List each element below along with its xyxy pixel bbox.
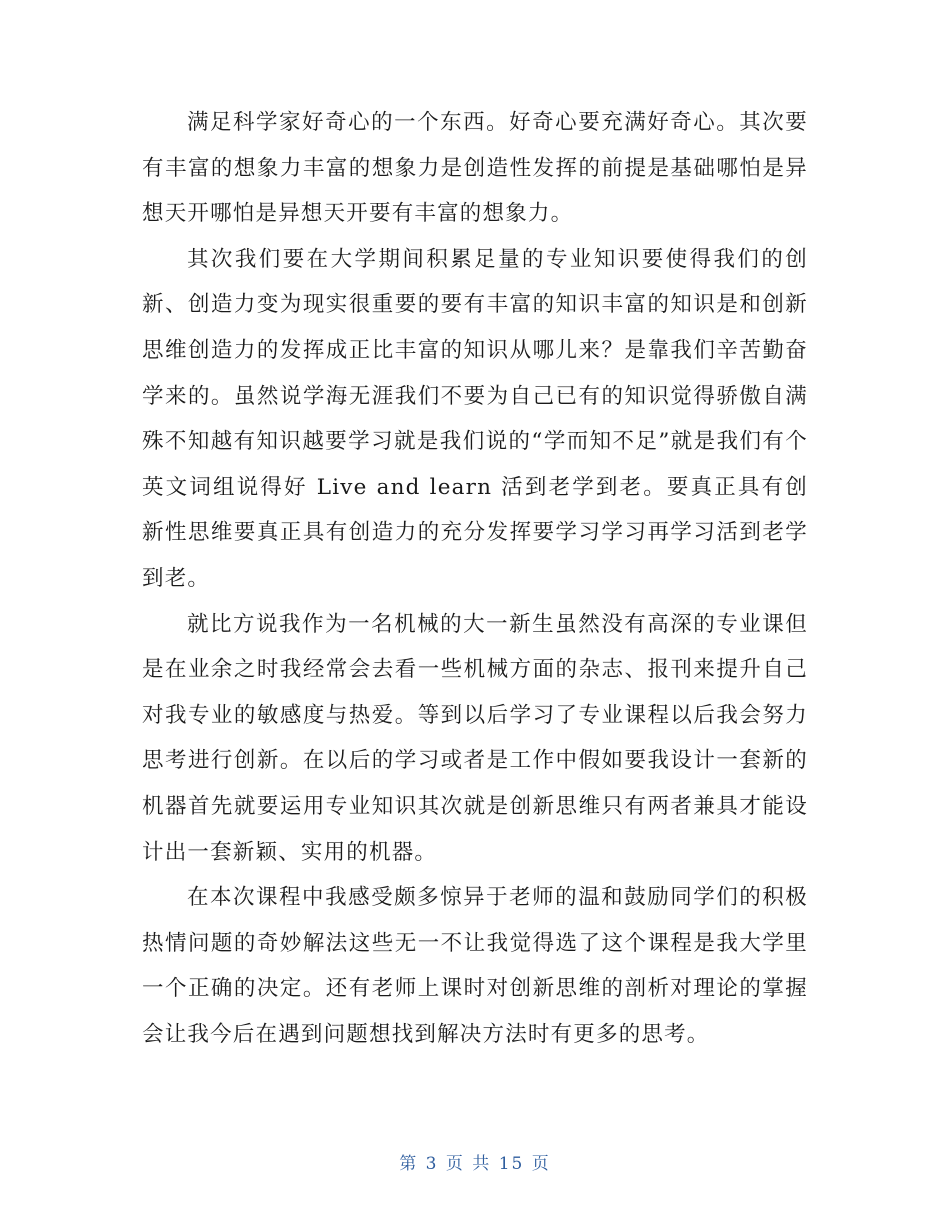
page-number-footer: 第 3 页 共 15 页 <box>399 1154 551 1174</box>
paragraph-4: 在本次课程中我感受颇多惊异于老师的温和鼓励同学们的积极热情问题的奇妙解法这些无一不让我觉得选了这个课程是我大学里一个正确的决定。还有老师上课时对创新思维的剖析对理论的掌握会让我今后在遇到问题想找到解决方法时有更多的思考。 <box>142 885 808 1047</box>
paragraph-3: 就比方说我作为一名机械的大一新生虽然没有高深的专业课但是在业余之时我经常会去看一些机械方面的杂志、报刊来提升自己对我专业的敏感度与热爱。等到以后学习了专业课程以后我会努力思考进行创新。在以后的学习或者是工作中假如要我设计一套新的机器首先就要运用专业知识其次就是创新思维只有两者兼具才能设计出一套新颖、实用的机器。 <box>142 611 808 865</box>
paragraph-1: 满足科学家好奇心的一个东西。好奇心要充满好奇心。其次要有丰富的想象力丰富的想象力是创造性发挥的前提是基础哪怕是异想天开哪怕是异想天开要有丰富的想象力。 <box>142 110 808 227</box>
paragraph-2: 其次我们要在大学期间积累足量的专业知识要使得我们的创新、创造力变为现实很重要的要有丰富的知识丰富的知识是和创新思维创造力的发挥成正比丰富的知识从哪儿来？是靠我们辛苦勤奋学来的。虽然说学海无涯我们不要为自己已有的知识觉得骄傲自满殊不知越有知识越要学习就是我们说的“学而知不足”就是我们有个英文词组说得好 Live and learn 活到老学到老。要真正具有创新性思维要真正具有创造力的充分发挥要学习学习再学习活到老学到老。 <box>142 246 808 591</box>
document-body <box>142 100 808 1057</box>
